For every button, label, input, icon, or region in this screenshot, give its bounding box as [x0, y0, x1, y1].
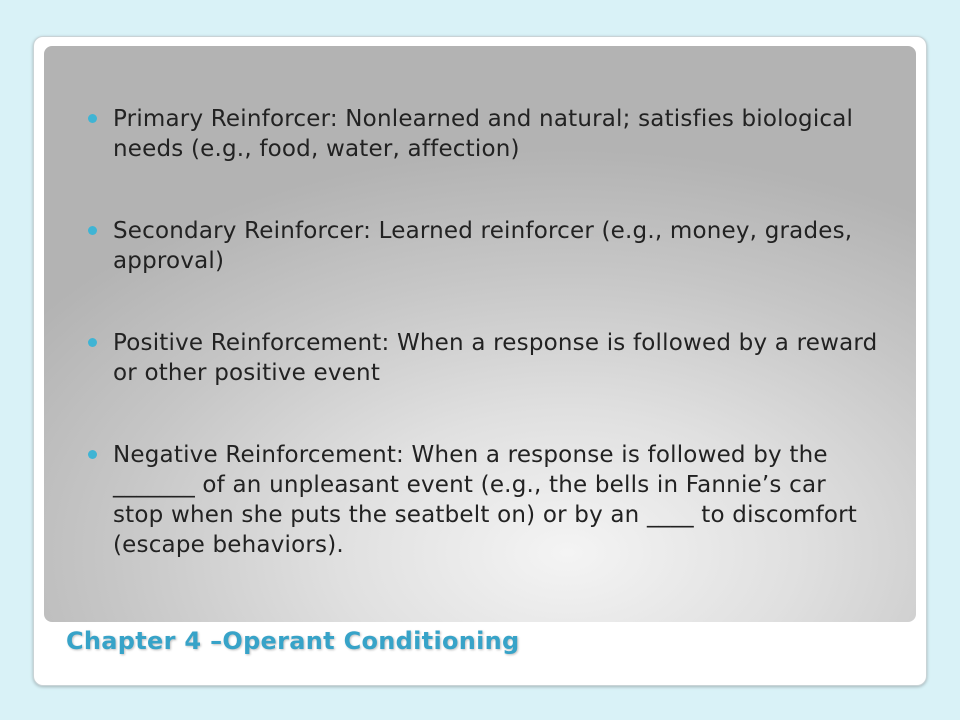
bullet-item-secondary-reinforcer — [113, 216, 883, 276]
bullet-text: Positive Reinforcement: When a response is followed by a reward or other positive event — [113, 330, 878, 386]
bullet-list — [113, 104, 883, 612]
bullet-dot-icon — [88, 114, 97, 123]
bullet-dot-icon — [88, 450, 97, 459]
slide-title: Chapter 4 –Operant Conditioning — [66, 627, 520, 655]
bullet-item-negative-reinforcement — [113, 440, 883, 560]
bullet-item-primary-reinforcer — [113, 104, 883, 164]
bullet-text: Primary Reinforcer: Nonlearned and natural; satisfies biological needs (e.g., food, water, affection) — [113, 106, 854, 162]
bullet-text: Negative Reinforcement: When a response is followed by the _______ of an unpleasant event (e.g., the bells in Fannie’s car stop when she puts the seatbelt on) or by an ____ to discomfort (escape behaviors). — [113, 442, 858, 558]
bullet-dot-icon — [88, 338, 97, 347]
bullet-dot-icon — [88, 226, 97, 235]
bullet-item-positive-reinforcement — [113, 328, 883, 388]
bullet-text: Secondary Reinforcer: Learned reinforcer (e.g., money, grades, approval) — [113, 218, 853, 274]
